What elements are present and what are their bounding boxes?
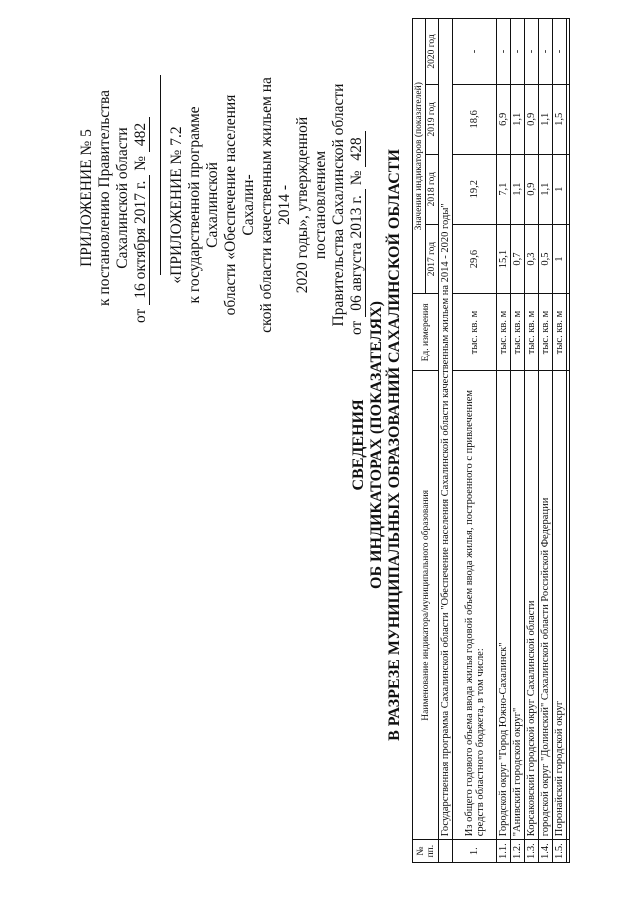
table-row — [453, 19, 497, 863]
row-num: 1.4. — [539, 840, 553, 863]
row-value: 1,1 — [511, 154, 525, 224]
header-values-group: Значения индикаторов (показателей) — [413, 19, 426, 295]
appendix-7-2-no-label: № — [348, 170, 365, 186]
header-name: Наименование индикатора/муниципального образования — [413, 371, 439, 840]
row-value: 18,6 — [453, 84, 497, 154]
row-name: Корсаковский городской округ Сахалинской области — [525, 371, 539, 840]
row-value: 0,7 — [511, 224, 525, 294]
row-value: 0,9 — [525, 84, 539, 154]
table-row — [553, 19, 567, 863]
header-year: 2020 год — [426, 19, 439, 85]
appendix-5-number: 482 — [132, 117, 150, 152]
appendix-7-2-line2: области «Обеспечение населения Сахалин- — [222, 94, 257, 316]
row-value: 1,1 — [539, 154, 553, 224]
row-name: Из общего годового объема ввода жилья годовой объем ввода жилья, построенного с привлечением средств областного бюджета, в том числе: — [453, 371, 497, 840]
appendix-7-2-number: 428 — [348, 131, 366, 166]
row-value: 15,1 — [497, 224, 511, 294]
header-num: № пп. — [413, 840, 439, 863]
appendix-5-heading: ПРИЛОЖЕНИЕ № 5 — [78, 129, 95, 267]
appendix-5-line1: к постановлению Правительства — [96, 90, 113, 306]
appendix-7-2-header — [168, 75, 366, 335]
row-unit: тыс. кв. м — [553, 294, 567, 371]
appendix-5-header — [78, 73, 150, 323]
row-name: Городской округ "Город Южно-Сахалинск" — [497, 371, 511, 840]
row-value: 0,3 — [525, 224, 539, 294]
appendix-5-signature-line — [132, 73, 150, 323]
appendix-7-2-line5: Правительства Сахалинской области — [330, 83, 347, 327]
row-value: 29,6 — [453, 224, 497, 294]
header-year: 2019 год — [426, 84, 439, 154]
row-unit — [567, 294, 570, 371]
row-value: 19,2 — [453, 154, 497, 224]
row-unit: тыс. кв. м — [539, 294, 553, 371]
row-value: 1,1 — [539, 84, 553, 154]
table-row — [539, 19, 553, 863]
row-unit: тыс. кв. м — [453, 294, 497, 371]
row-value: 7,1 — [497, 154, 511, 224]
indicators-table — [412, 18, 570, 863]
row-value — [567, 154, 570, 224]
table-row — [511, 19, 525, 863]
program-row — [439, 19, 453, 863]
row-value: 1,1 — [511, 84, 525, 154]
table-row — [567, 19, 570, 863]
appendix-7-2-line3: ской области качественным жильем на 2014 - — [258, 77, 293, 333]
row-value — [567, 19, 570, 85]
document-subtitle-2: В РАЗРЕЗЕ МУНИЦИПАЛЬНЫХ ОБРАЗОВАНИЙ САХАЛИНСКОЙ ОБЛАСТИ — [386, 149, 403, 741]
document-subtitle: ОБ ИНДИКАТОРАХ (ПОКАЗАТЕЛЯХ) — [368, 301, 385, 589]
row-name: городской округ "Долинский" Сахалинской области Российской Федерации — [539, 371, 553, 840]
row-unit: тыс. кв. м — [497, 294, 511, 371]
row-value: - — [497, 19, 511, 85]
row-value: 0,5 — [539, 224, 553, 294]
program-title: Государственная программа Сахалинской области "Обеспечение населения Сахалинской области качественным жильем на 2014 - 2020 годы" — [439, 19, 453, 840]
row-value: - — [511, 19, 525, 85]
row-num: 1.5. — [553, 840, 567, 863]
row-name: "Анивский городской округ" — [511, 371, 525, 840]
row-value: 6,9 — [497, 84, 511, 154]
row-num: 1.2. — [511, 840, 525, 863]
appendix-7-2-from: от — [348, 320, 365, 335]
row-value: 1 — [553, 224, 567, 294]
appendix-5-no-label: № — [132, 155, 149, 171]
appendix-7-2-heading: «ПРИЛОЖЕНИЕ № 7.2 — [168, 126, 185, 284]
row-num — [567, 840, 570, 863]
row-num: 1. — [453, 840, 497, 863]
table-row — [525, 19, 539, 863]
row-value: - — [453, 19, 497, 85]
header-unit: Ед. измерения — [413, 294, 439, 371]
appendix-7-2-line1: к государственной программе Сахалинской — [186, 106, 221, 304]
row-num: 1.1. — [497, 840, 511, 863]
table-row — [497, 19, 511, 863]
row-value: - — [525, 19, 539, 85]
row-value: - — [539, 19, 553, 85]
header-year: 2017 год — [426, 224, 439, 294]
row-unit: тыс. кв. м — [525, 294, 539, 371]
appendix-7-2-line4: 2020 годы», утвержденной постановлением — [294, 116, 329, 294]
appendix-5-from: от — [132, 308, 149, 323]
program-num-cell — [439, 840, 453, 863]
row-value: 1,5 — [553, 84, 567, 154]
row-value: 0,9 — [525, 154, 539, 224]
table-header-row — [413, 19, 426, 863]
separator-line — [160, 75, 161, 275]
row-value: - — [553, 19, 567, 85]
appendix-7-2-date: 06 августа 2013 г. — [348, 189, 366, 317]
row-value — [567, 84, 570, 154]
header-year: 2018 год — [426, 154, 439, 224]
row-name — [567, 371, 570, 840]
row-value: 1 — [553, 154, 567, 224]
row-unit: тыс. кв. м — [511, 294, 525, 371]
appendix-5-date: 16 октября 2017 г. — [132, 175, 150, 305]
appendix-5-line2: Сахалинской области — [114, 127, 131, 269]
row-value — [567, 224, 570, 294]
row-name: Поронайский городской округ — [553, 371, 567, 840]
document-title: СВЕДЕНИЯ — [350, 399, 367, 491]
row-num: 1.3. — [525, 840, 539, 863]
